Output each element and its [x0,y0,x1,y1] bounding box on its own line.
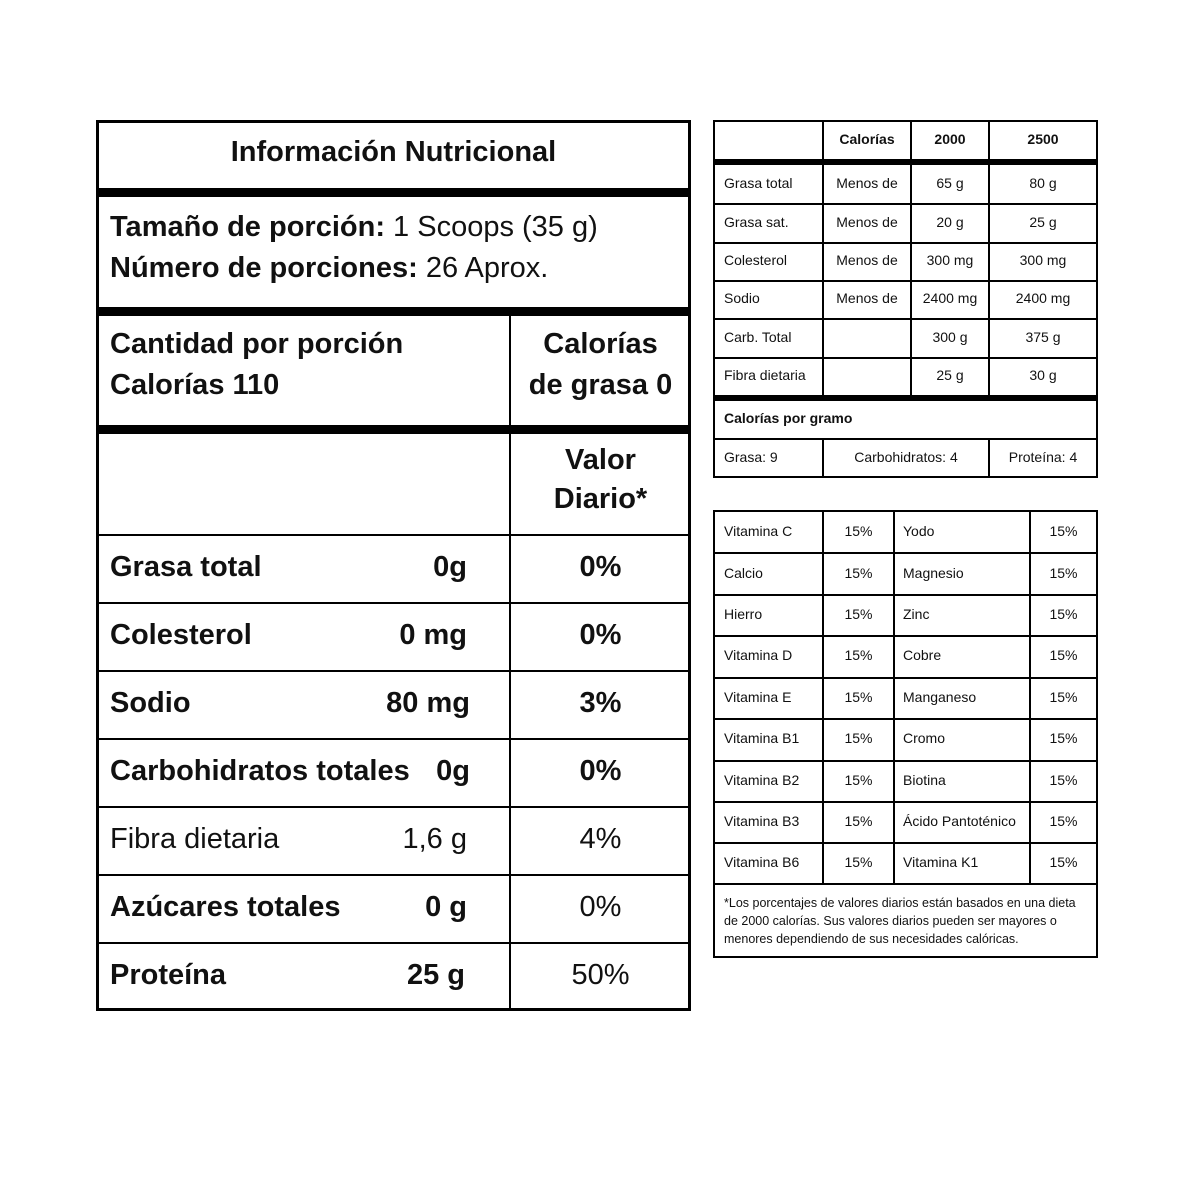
row-divider [99,738,688,740]
daily-reference-table [713,120,1098,478]
ref-2500: 300 mg [1019,252,1067,268]
vitamin-percent: 15% [1049,523,1078,539]
calories-value: Calorías 110 [110,369,280,401]
daily-value-footnote: *Los porcentajes de valores diarios están basados en una dieta de 2000 calorías. Sus valores diarios pueden ser mayores o menores dependiendo de sus necesidades calóricas. [724,896,1076,946]
vitamin-percent: 15% [1049,689,1078,705]
serving-size-value: 1 Scoops (35 g) [384,211,598,243]
ref-2500: 80 g [1029,175,1057,191]
nutrient-daily-value: 4% [579,823,622,855]
ref-2000: 300 mg [926,252,974,268]
vitamin-name: Vitamina D [724,647,793,663]
vitamin-name: Cobre [903,647,942,663]
row-divider [715,883,1096,885]
nutrient-daily-value: 0% [579,551,622,583]
ref-2500: 25 g [1029,214,1057,230]
ref-qualifier: Menos de [836,252,898,268]
ref-qualifier: Menos de [836,214,898,230]
panel-title: Información Nutricional [230,136,557,168]
vitamin-name: Biotina [903,772,946,788]
vitamin-percent: 15% [844,565,873,581]
vitamin-percent: 15% [844,772,873,788]
vitamin-name: Vitamina B6 [724,854,800,870]
nutrient-amount: 0 mg [399,619,467,651]
ref-header-2000: 2000 [934,131,966,147]
ref-header-calories: Calorías [839,131,895,147]
nutrient-name: Azúcares totales [110,891,341,923]
calories-per-gram-title: Calorías por gramo [724,410,853,426]
row-divider [715,357,1096,359]
row-divider [99,534,688,536]
servings-count-value: 26 Aprox. [417,252,549,284]
servings-count-label: Número de porciones: [110,252,418,284]
vitamin-percent: 15% [844,689,873,705]
grid-line [893,512,895,885]
vitamin-percent: 15% [1049,730,1078,746]
serving-size [110,210,598,244]
ref-header-2500: 2500 [1027,131,1059,147]
divider-thick [99,188,688,197]
fat-calories-line2: de grasa 0 [528,369,673,401]
row-divider [715,552,1096,554]
row-divider [715,718,1096,720]
vitamin-name: Manganeso [903,689,977,705]
per-gram-carbs: Carbohidratos: 4 [854,449,958,465]
vitamin-name: Cromo [903,730,946,746]
vitamin-percent: 15% [844,730,873,746]
fat-calories-line1: Calorías [543,328,658,360]
row-divider [715,594,1096,596]
ref-2500: 30 g [1029,367,1057,383]
vitamin-name: Calcio [724,565,763,581]
vitamin-name: Magnesio [903,565,964,581]
nutrition-facts-panel [96,120,691,1011]
nutrient-daily-value: 0% [579,755,622,787]
servings-per-container [110,251,548,285]
row-divider [715,842,1096,844]
vitamin-percent: 15% [844,523,873,539]
vitamin-name: Vitamina B2 [724,772,800,788]
vitamin-percent: 15% [1049,647,1078,663]
ref-nutrient: Sodio [724,290,760,306]
ref-nutrient: Carb. Total [724,329,792,345]
ref-qualifier: Menos de [836,175,898,191]
vitamin-percent: 15% [844,854,873,870]
ref-nutrient: Grasa sat. [724,214,789,230]
nutrient-daily-value: 50% [571,959,630,991]
nutrient-amount: 0g [433,551,467,583]
nutrient-name: Carbohidratos totales [110,755,410,787]
serving-size-label: Tamaño de porción: [110,211,385,243]
nutrient-amount: 0g [436,755,470,787]
ref-2500: 375 g [1025,329,1061,345]
ref-nutrient: Grasa total [724,175,793,191]
ref-nutrient: Colesterol [724,252,788,268]
per-gram-fat: Grasa: 9 [724,449,778,465]
ref-nutrient: Fibra dietaria [724,367,806,383]
ref-2000: 2400 mg [922,290,978,306]
vitamin-percent: 15% [1049,813,1078,829]
daily-value-header-line1: Valor [565,444,636,476]
row-divider [99,602,688,604]
row-divider [715,760,1096,762]
nutrient-amount: 0 g [425,891,467,923]
nutrient-name: Grasa total [110,551,262,583]
ref-2000: 20 g [936,214,964,230]
daily-value-header-line2: Diario* [553,483,648,515]
vitamin-percent: 15% [1049,565,1078,581]
nutrient-amount: 80 mg [386,687,470,719]
vitamin-name: Hierro [724,606,763,622]
vitamin-percent: 15% [1049,854,1078,870]
vitamin-percent: 15% [1049,606,1078,622]
row-divider [715,318,1096,320]
nutrient-amount: 25 g [406,959,465,991]
vitamin-name: Vitamina B3 [724,813,800,829]
amount-per-serving-label: Cantidad por porción [110,328,404,360]
ref-2000: 300 g [932,329,968,345]
divider-thick [99,307,688,316]
column-divider [509,316,511,425]
vitamins-minerals-table [713,510,1098,958]
nutrient-name: Fibra dietaria [110,823,280,855]
ref-2000: 25 g [936,367,964,383]
vitamin-name: Vitamina C [724,523,793,539]
row-divider [99,942,688,944]
divider-thick [99,425,688,434]
row-divider [99,874,688,876]
vitamin-name: Vitamina B1 [724,730,800,746]
vitamin-name: Ácido Pantoténico [903,813,1016,829]
nutrient-name: Colesterol [110,619,252,651]
row-divider [99,806,688,808]
vitamin-percent: 15% [1049,772,1078,788]
nutrient-daily-value: 3% [579,687,622,719]
row-divider [715,280,1096,282]
row-divider [715,801,1096,803]
per-gram-protein: Proteína: 4 [1008,449,1078,465]
nutrient-name: Sodio [110,687,191,719]
row-divider [715,242,1096,244]
vitamin-name: Vitamina E [724,689,792,705]
vitamin-percent: 15% [844,647,873,663]
nutrient-daily-value: 0% [579,619,622,651]
row-divider [715,635,1096,637]
row-divider [715,203,1096,205]
ref-2000: 65 g [936,175,964,191]
row-divider [715,438,1096,440]
divider-thick [715,395,1096,401]
vitamin-name: Yodo [903,523,935,539]
ref-2500: 2400 mg [1015,290,1071,306]
nutrient-daily-value: 0% [579,891,622,923]
vitamin-percent: 15% [844,606,873,622]
ref-qualifier: Menos de [836,290,898,306]
vitamin-name: Vitamina K1 [903,854,979,870]
divider-thick [715,159,1096,165]
vitamin-percent: 15% [844,813,873,829]
row-divider [715,677,1096,679]
row-divider [99,670,688,672]
vitamin-name: Zinc [903,606,930,622]
nutrient-name: Proteína [110,959,227,991]
nutrient-amount: 1,6 g [402,823,467,855]
